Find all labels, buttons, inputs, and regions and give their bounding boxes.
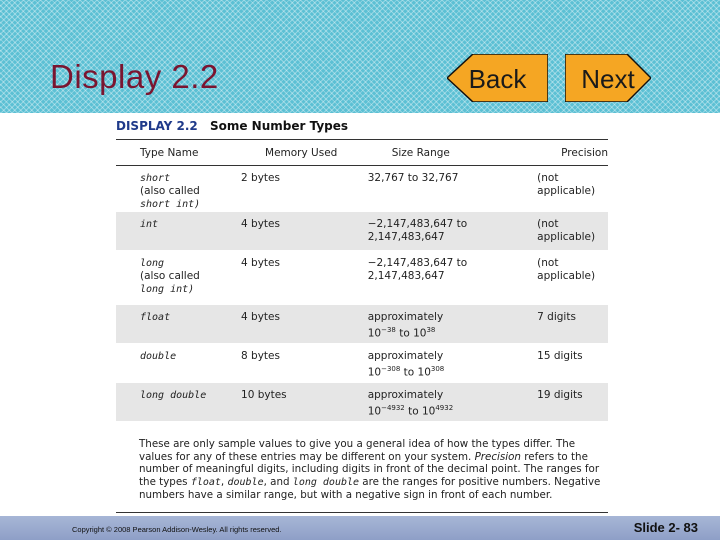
table-row	[116, 251, 608, 305]
copyright-text: Copyright © 2008 Pearson Addison-Wesley. All rights reserved.	[72, 525, 282, 534]
column-header: Precision	[537, 140, 608, 166]
memory-cell: 10 bytes	[241, 383, 368, 422]
next-button[interactable]	[565, 54, 651, 102]
figure-heading	[116, 117, 608, 140]
range-cell: approximately $10^{-4932}$ to $10^{4932}$	[368, 383, 537, 422]
type-cell: short (also called short int)	[116, 166, 241, 212]
memory-cell: 4 bytes	[241, 305, 368, 344]
figure-number: DISPLAY 2.2	[116, 119, 198, 133]
precision-cell: (not applicable)	[537, 212, 608, 251]
back-button-label: Back	[468, 64, 527, 94]
range-cell: −2,147,483,647 to 2,147,483,647	[368, 212, 537, 251]
slide-number: Slide 2- 83	[633, 520, 698, 535]
footnote: These are only sample values to give you a general idea of how the types differ. The values for any of these entries may be different on your system. Precision refers to the number of meaningful digits, including digits in front of the decimal point. The ranges for the types float, double, and long double are the ranges for positive numbers. Negative numbers have a similar range, but with a negative sign in front of each number.	[139, 438, 601, 501]
precision-cell: 7 digits	[537, 305, 608, 344]
table-row	[116, 305, 608, 344]
type-cell: int	[116, 212, 241, 251]
memory-cell: 2 bytes	[241, 166, 368, 212]
footer-bar	[0, 516, 720, 540]
slide-title: Display 2.2	[50, 58, 219, 95]
range-cell: approximately $10^{-38}$ to $10^{38}$	[368, 305, 537, 344]
type-cell: long (also called long int)	[116, 251, 241, 305]
type-cell: double	[116, 344, 241, 383]
range-cell: 32,767 to 32,767	[368, 166, 537, 212]
memory-cell: 4 bytes	[241, 212, 368, 251]
precision-cell: 19 digits	[537, 383, 608, 422]
number-types-table	[116, 140, 608, 422]
range-cell: −2,147,483,647 to 2,147,483,647	[368, 251, 537, 305]
next-button-label: Next	[581, 64, 635, 94]
figure-title: Some Number Types	[209, 119, 349, 133]
table-row	[116, 166, 608, 212]
figure-bottom-rule	[116, 512, 608, 513]
table-row	[116, 212, 608, 251]
table-row	[116, 383, 608, 422]
column-header: Memory Used	[241, 140, 368, 166]
range-cell: approximately $10^{-308}$ to $10^{308}$	[368, 344, 537, 383]
precision-cell: 15 digits	[537, 344, 608, 383]
table-row	[116, 344, 608, 383]
column-header: Size Range	[368, 140, 537, 166]
column-header: Type Name	[116, 140, 241, 166]
precision-cell: (not applicable)	[537, 251, 608, 305]
memory-cell: 8 bytes	[241, 344, 368, 383]
back-button[interactable]	[447, 54, 548, 102]
display-figure	[116, 117, 608, 422]
memory-cell: 4 bytes	[241, 251, 368, 305]
type-cell: long double	[116, 383, 241, 422]
type-cell: float	[116, 305, 241, 344]
precision-cell: (not applicable)	[537, 166, 608, 212]
